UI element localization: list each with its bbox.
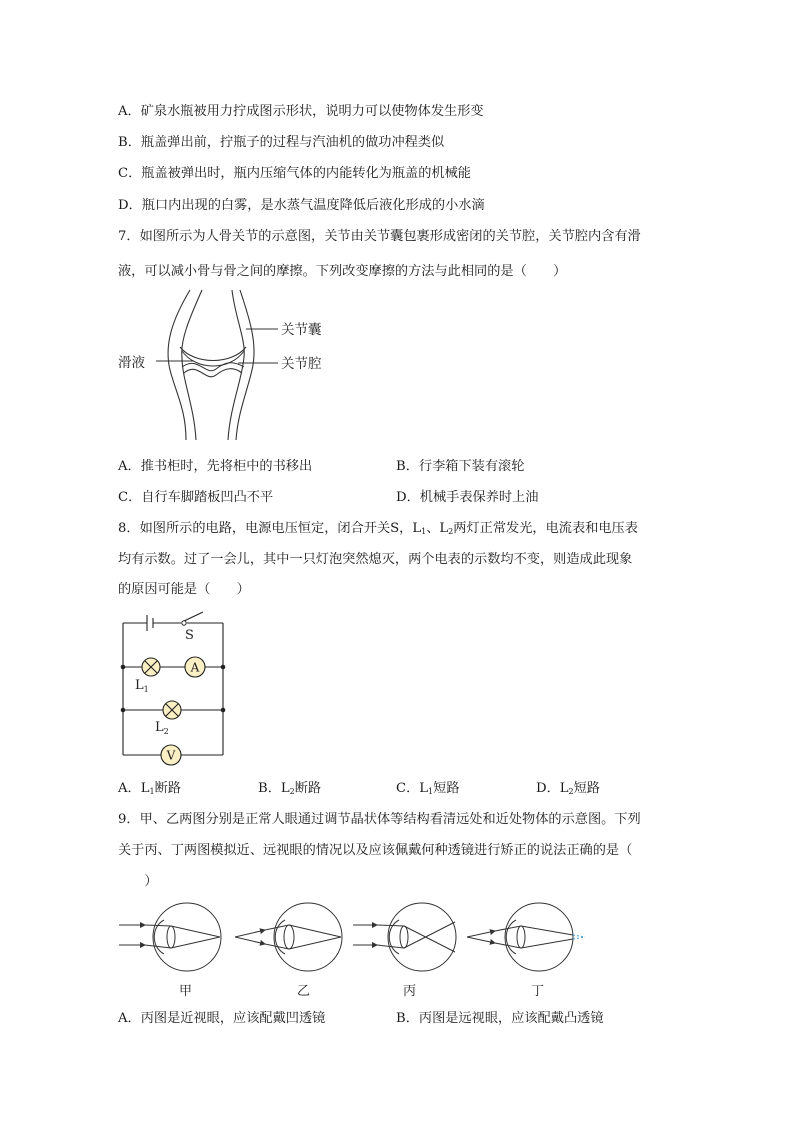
q8-option-a: A．$L_1$断路 [118,781,181,796]
q6-option-b: B．瓶盖弹出前，拧瓶子的过程与汽油机的做功冲程类似 [118,135,445,150]
junction-dot [221,665,226,670]
circuit-diagram [115,605,235,770]
switch-label: S [185,628,194,643]
q8-option-b: B．$L_2$断路 [258,781,322,796]
lamp-l1-icon [142,658,160,676]
q9-stem-line2: 关于丙、丁两图模拟近、远视眼的情况以及应该佩戴何种透镜进行矫正的说法正确的是（ [118,843,633,858]
q8-option-d: D．$L_2$短路 [536,781,600,796]
q7-option-d: D．机械手表保养时上油 [396,490,539,505]
q9-option-b: B．丙图是远视眼，应该配戴凸透镜 [396,1011,604,1026]
q6-option-a: A．矿泉水瓶被用力拧成图示形状，说明力可以使物体发生形变 [118,104,484,119]
q8-stem-line1: 8．如图所示的电路，电源电压恒定，闭合开关S，$L_1$、$L_2$两灯正常发光，电流表和电压表 [118,521,638,536]
q7-option-c: C．自行车脚踏板凹凸不平 [118,490,274,505]
q7-stem-line1: 7．如图所示为人骨关节的示意图，关节由关节囊包裹形成密闭的关节腔，关节腔内含有滑 [118,229,641,244]
eye-ding [467,903,585,971]
capsule-left-outer [168,290,190,440]
q9-stem-line1: 9．甲、乙两图分别是正常人眼通过调节晶状体等结构看清远处和近处物体的示意图。下列 [118,812,641,827]
eye-jia [119,903,221,971]
caption-bing: 丙 [403,984,417,999]
eye-bing [353,903,456,971]
junction-dot [121,708,126,713]
label-fluid: 滑液 [118,355,145,371]
bone-right-inner [228,290,244,440]
lamp1-label: $L_1$ [135,678,149,694]
joint-diagram [110,285,350,445]
lower-bone-head [184,369,242,377]
switch-blade [182,612,203,622]
q8-stem-line3: 的原因可能是（ ） [118,582,250,597]
label-cavity: 关节腔 [281,356,322,372]
caption-yi: 乙 [297,984,311,999]
eye-diagrams [115,895,595,1005]
label-capsule: 关节囊 [281,322,322,338]
lamp2-label: $L_2$ [155,720,169,736]
q6-option-c: C．瓶盖被弹出时，瓶内压缩气体的内能转化为瓶盖的机械能 [118,166,471,181]
q8-option-c: C．$L_1$短路 [396,781,460,796]
q6-option-d: D．瓶口内出现的白雾，是水蒸气温度降低后液化形成的小水滴 [118,198,485,213]
capsule-right-outer [236,290,254,440]
q9-option-a: A．丙图是近视眼，应该配戴凹透镜 [118,1011,326,1026]
junction-dot [221,708,226,713]
switch-pivot [182,621,186,625]
caption-ding: 丁 [531,984,545,999]
q8-stem-line2: 均有示数。过了一会儿，其中一只灯泡突然熄灭，两个电表的示数均不变，则造成此现象 [118,552,633,567]
caption-jia: 甲 [179,984,193,999]
q7-option-b: B．行李箱下装有滚轮 [396,459,525,474]
junction-dot [121,665,126,670]
voltmeter-label: V [166,748,176,763]
ammeter-label: A [190,660,200,675]
lamp-l2-icon [163,701,181,719]
eye-yi [235,903,342,971]
q9-stem-line3: ） [118,874,158,889]
q7-option-a: A．推书柜时，先将柜中的书移出 [118,459,313,474]
q7-stem-line2: 液，可以减小骨与骨之间的摩擦。下列改变摩擦的方法与此相同的是（ ） [118,264,567,279]
